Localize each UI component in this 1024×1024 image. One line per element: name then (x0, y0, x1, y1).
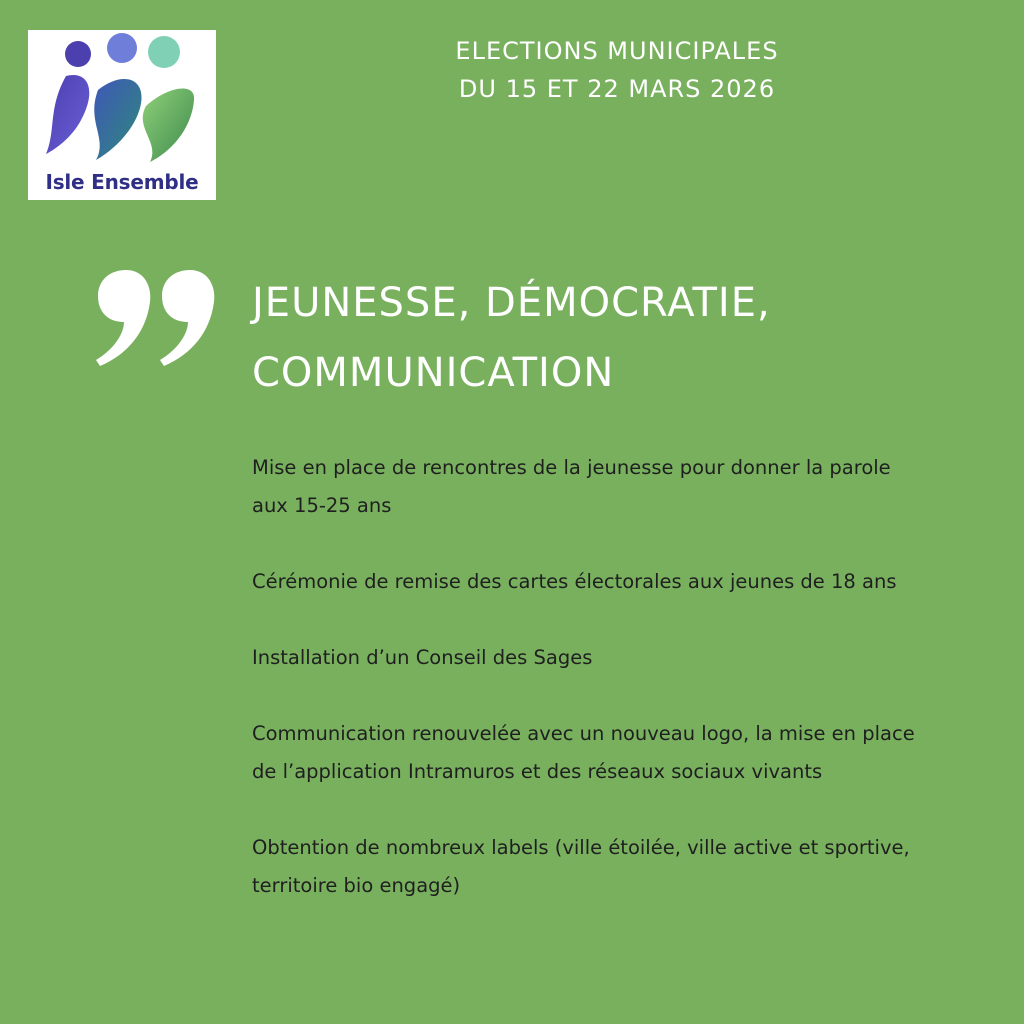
page-title (252, 268, 992, 408)
title-line-1: JEUNESSE, DÉMOCRATIE, (252, 280, 771, 326)
election-header-line-2: DU 15 ET 22 MARS 2026 (458, 75, 776, 103)
logo (28, 30, 216, 200)
election-header (300, 32, 934, 108)
list-item: Installation d’un Conseil des Sages (252, 646, 593, 669)
title-line-2: COMMUNICATION (252, 350, 615, 396)
achievements-list (252, 449, 922, 905)
list-item: Obtention de nombreux labels (ville étoilée, ville active et sportive, territoire bio engagé) (252, 836, 910, 897)
list-item: Mise en place de rencontres de la jeunesse pour donner la parole aux 15-25 ans (252, 456, 891, 517)
logo-mark-icon (28, 30, 216, 170)
logo-name: Isle Ensemble (45, 170, 199, 194)
list-item: Communication renouvelée avec un nouveau logo, la mise en place de l’application Intramuros et des réseaux sociaux vivants (252, 722, 915, 783)
election-header-line-1: ELECTIONS MUNICIPALES (455, 37, 779, 65)
closing-quote-icon (92, 266, 222, 370)
list-item: Cérémonie de remise des cartes électorales aux jeunes de 18 ans (252, 570, 897, 593)
